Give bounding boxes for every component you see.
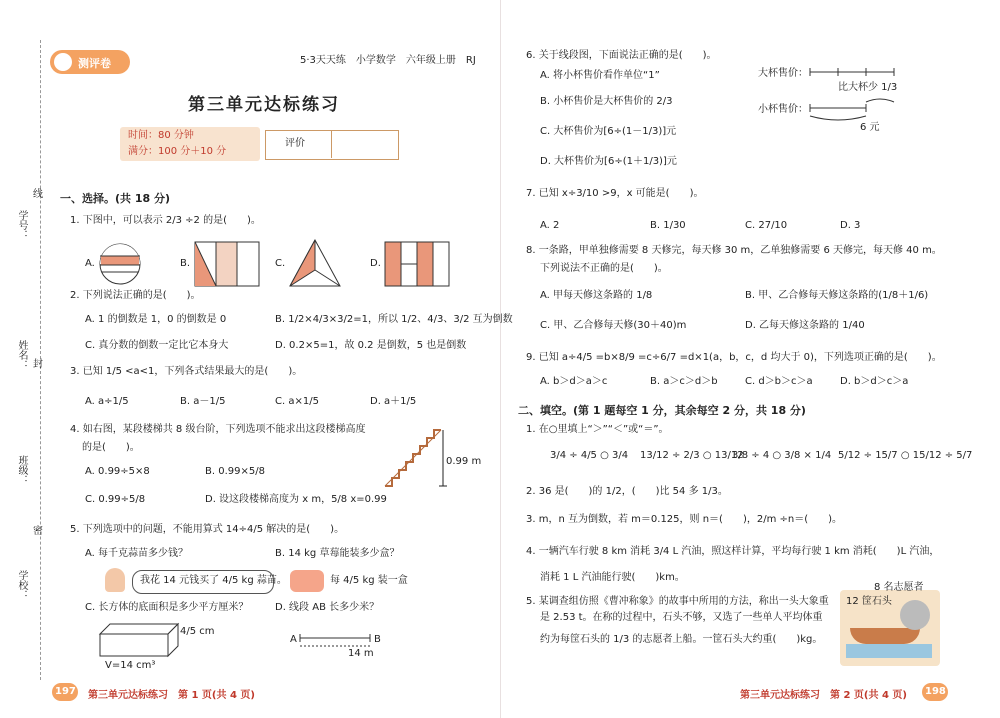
q6-opt-d: D. 大杯售价为[6÷(1＋1/3)]元 (540, 156, 677, 167)
q1-text: 1. 下图中，可以表示 2/3 ÷2 的是( )。 (70, 215, 261, 226)
q5-opt-d: D. 线段 AB 长多少米？ (275, 602, 380, 613)
q7-opt-b: B. 1/30 (650, 220, 686, 231)
f5-text: 5. 某调查组仿照《曹冲称象》的故事中所用的方法，称出一头大象重 (526, 596, 829, 607)
q8-opt-b: B. 甲、乙合修每天修这条路的(1/8＋1/6) (745, 290, 929, 301)
girl-icon (105, 568, 125, 592)
speech-b-text: 每 4/5 kg 装一盒 (330, 575, 408, 586)
q6-small-label: 小杯售价： (758, 104, 808, 115)
q1-figure-a (98, 242, 142, 286)
q4-text-2: 的是( )。 (82, 442, 140, 453)
q5-opt-a: A. 每千克蒜苗多少钱？ (85, 548, 189, 559)
spine-school: 学校： (16, 570, 27, 600)
page-divider (500, 0, 501, 718)
f5-volunteers: 8 名志愿者 (874, 582, 924, 593)
q8-opt-d: D. 乙每天修这条路的 1/40 (745, 320, 865, 331)
spine-name: 姓名： (16, 340, 27, 370)
q9-opt-c: C. d＞b＞c＞a (745, 376, 813, 387)
q9-text: 9. 已知 a÷4/5 =b×8/9 =c÷6/7 =d×1(a，b，c，d 均大于 0)，下列选项正确的是( )。 (526, 352, 942, 363)
f1-item-3: 3/8 ÷ 4 ○ 3/8 × 1/4 (732, 450, 832, 461)
q7-opt-a: A. 2 (540, 220, 560, 231)
footer-right: 第三单元达标练习 第 2 页(共 4 页) (740, 690, 907, 701)
q6-less-label: 比大杯少 1/3 (838, 82, 898, 93)
q6-opt-c: C. 大杯售价为[6÷(1－1/3)]元 (540, 126, 677, 137)
q8-text: 8. 一条路，甲单独修需要 8 天修完，每天修 30 m，乙单独修需要 6 天修完，每天修 40 m。 (526, 245, 942, 256)
q8-opt-c: C. 甲、乙合修每天修(30＋40)m (540, 320, 687, 331)
series-header: 5·3天天练 小学数学 六年级上册 RJ (300, 55, 476, 66)
q8-opt-a: A. 甲每天修这条路的 1/8 (540, 290, 653, 301)
q3-opt-c: C. a×1/5 (275, 396, 319, 407)
speech-a-text: 我花 14 元钱买了 4/5 kg 蒜苗。 (140, 575, 287, 586)
q5-opt-b: B. 14 kg 草莓能装多少盒？ (275, 548, 400, 559)
q1-opt-a: A. (85, 258, 95, 269)
f4-text-2: 消耗 1 L 汽油能行驶( )km。 (540, 572, 685, 583)
f1-text: 1. 在○里填上“＞”“＜”或“＝”。 (526, 424, 669, 435)
cuboid-height: 4/5 cm (180, 626, 215, 637)
q3-opt-b: B. a－1/5 (180, 396, 226, 407)
spine-line: 线 (33, 189, 43, 200)
page-number-right-pill: 198 (922, 683, 948, 701)
q2-opt-d: D. 0.2×5=1，故 0.2 是倒数，5 也是倒数 (275, 340, 467, 351)
section-choice: 一、选择。(共 18 分) (60, 192, 171, 205)
spine-secret: 密 (33, 526, 43, 537)
q3-opt-d: D. a＋1/5 (370, 396, 417, 407)
time-limit: 时间：80 分钟 (128, 130, 194, 141)
q6-text: 6. 关于线段图，下面说法正确的是( )。 (526, 50, 717, 61)
footer-left: 第三单元达标练习 第 1 页(共 4 页) (88, 690, 255, 701)
spine-class: 班级： (16, 455, 27, 485)
q3-opt-a: A. a÷1/5 (85, 396, 129, 407)
spine-seal: 封 (33, 359, 43, 370)
q2-text: 2. 下列说法正确的是( )。 (70, 290, 201, 301)
q7-opt-d: D. 3 (840, 220, 861, 231)
elephant-icon (900, 600, 930, 630)
q1-figure-c (290, 240, 340, 286)
q7-opt-c: C. 27/10 (745, 220, 788, 231)
q5-opt-c: C. 长方体的底面积是多少平方厘米？ (85, 602, 249, 613)
q4-opt-a: A. 0.99÷5×8 (85, 466, 150, 477)
q6-big-label: 大杯售价： (758, 68, 808, 79)
page-title: 第三单元达标练习 (188, 95, 340, 115)
q4-opt-d: D. 设这段楼梯高度为 x m，5/8 x=0.99 (205, 494, 387, 505)
q6-opt-a: A. 将小杯售价看作单位“1” (540, 70, 660, 81)
f5-text-3: 约为每筐石头的 1/3 的志愿者上船。一筐石头大约重( )kg。 (540, 634, 823, 645)
segment-b: B (374, 634, 381, 645)
q7-text: 7. 已知 x÷3/10 >9，x 可能是( )。 (526, 188, 704, 199)
q2-opt-c: C. 真分数的倒数一定比它本身大 (85, 340, 229, 351)
q9-opt-b: B. a＞c＞d＞b (650, 376, 718, 387)
f5-text-2: 是 2.53 t。在称的过程中，石头不够，又选了一些单人平均体重 (540, 612, 823, 623)
q2-opt-a: A. 1 的倒数是 1，0 的倒数是 0 (85, 314, 227, 325)
f1-item-4: 5/12 ÷ 15/7 ○ 15/12 ÷ 5/7 (838, 450, 973, 461)
stairs-height: 0.99 m (446, 456, 482, 467)
segment-length: 14 m (348, 648, 374, 659)
page-number-left-pill: 197 (52, 683, 78, 701)
spine-student-id: 学号： (16, 210, 27, 240)
cuboid-volume: V=14 cm³ (105, 660, 156, 671)
q8-text-2: 下列说法不正确的是( )。 (540, 263, 668, 274)
q1-figure-d (385, 242, 449, 286)
full-score: 满分：100 分＋10 分 (128, 146, 227, 157)
q9-opt-d: D. b＞d＞c＞a (840, 376, 909, 387)
q1-opt-b: B. (180, 258, 191, 269)
q5-text: 5. 下列选项中的问题，不能用算式 14÷4/5 解决的是( )。 (70, 524, 345, 535)
f3-text: 3. m，n 互为倒数，若 m＝0.125，则 n＝( )，2/m ÷n＝( )。 (526, 514, 843, 525)
f5-stones: 12 筐石头 (846, 596, 892, 607)
q6-opt-b: B. 小杯售价是大杯售价的 2/3 (540, 96, 673, 107)
q1-opt-d: D. (370, 258, 381, 269)
q9-opt-a: A. b＞d＞a＞c (540, 376, 608, 387)
f1-item-2: 13/12 ÷ 2/3 ○ 13/12 (640, 450, 744, 461)
q2-opt-b: B. 1/2×4/3×3/2=1，所以 1/2、4/3、3/2 互为倒数 (275, 314, 513, 325)
q1-opt-c: C. (275, 258, 286, 269)
eval-label: 评价 (285, 138, 305, 149)
f1-item-1: 3/4 ÷ 4/5 ○ 3/4 (550, 450, 629, 461)
strawberry-box-icon (290, 570, 324, 592)
eval-divider (331, 130, 332, 158)
q6-line-diagram (810, 64, 900, 134)
test-badge: 测评卷 (50, 50, 130, 74)
q4-text: 4. 如右图，某段楼梯共 8 级台阶，下列选项不能求出这段楼梯高度 (70, 424, 366, 435)
f2-text: 2. 36 是( )的 1/2，( )比 54 多 1/3。 (526, 486, 728, 497)
segment-a: A (290, 634, 297, 645)
q4-opt-b: B. 0.99×5/8 (205, 466, 265, 477)
stairs-figure (385, 420, 465, 488)
cuboid-figure (100, 622, 180, 658)
q3-text: 3. 已知 1/5 <a<1，下列各式结果最大的是( )。 (70, 366, 303, 377)
q4-opt-c: C. 0.99÷5/8 (85, 494, 146, 505)
q1-figure-b (195, 242, 259, 286)
q6-yuan: 6 元 (860, 122, 880, 133)
f4-text: 4. 一辆汽车行驶 8 km 消耗 3/4 L 汽油，照这样计算，平均每行驶 1 km 消耗( )L 汽油， (526, 546, 940, 557)
section-fill: 二、填空。(第 1 题每空 1 分，其余每空 2 分，共 18 分) (518, 404, 806, 417)
